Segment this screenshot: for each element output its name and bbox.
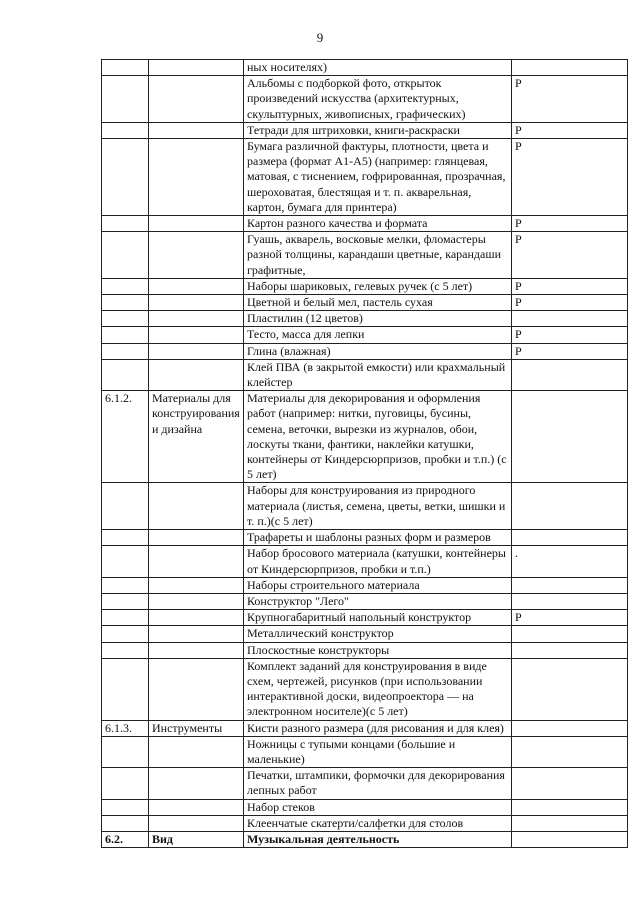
row-category	[149, 327, 244, 343]
row-number	[102, 530, 149, 546]
row-item: Цветной и белый мел, пастель сухая	[244, 295, 512, 311]
table-row	[102, 76, 628, 123]
row-number: 6.2.	[102, 831, 149, 847]
row-mark	[512, 768, 628, 799]
row-mark: Р	[512, 343, 628, 359]
row-category	[149, 546, 244, 577]
row-number	[102, 278, 149, 294]
row-item: Бумага различной фактуры, плотности, цвета и размера (формат А1-А5) (например: глянцевая, матовая, с тиснением, гофрированная, прозрачная, шероховатая, блестящая и т. п. акварельная, картон, бумага для принтера)	[244, 139, 512, 216]
row-mark: Р	[512, 76, 628, 123]
table-row	[102, 577, 628, 593]
row-item: Альбомы с подборкой фото, открыток произведений искусства (архитектурных, скульптурных, живописных, графических)	[244, 76, 512, 123]
table-row	[102, 626, 628, 642]
row-mark	[512, 720, 628, 736]
row-category	[149, 815, 244, 831]
row-number	[102, 139, 149, 216]
row-category: Вид	[149, 831, 244, 847]
row-category	[149, 122, 244, 138]
row-category	[149, 610, 244, 626]
row-mark: Р	[512, 122, 628, 138]
row-number	[102, 76, 149, 123]
equipment-table	[101, 59, 628, 848]
row-item: ных носителях)	[244, 60, 512, 76]
table-row	[102, 658, 628, 720]
row-category	[149, 295, 244, 311]
row-number	[102, 359, 149, 390]
table-row	[102, 232, 628, 279]
row-mark	[512, 483, 628, 530]
row-item: Музыкальная деятельность	[244, 831, 512, 847]
table-row	[102, 815, 628, 831]
row-item: Картон разного качества и формата	[244, 216, 512, 232]
row-mark: .	[512, 546, 628, 577]
row-number	[102, 60, 149, 76]
row-item: Тесто, масса для лепки	[244, 327, 512, 343]
table-row	[102, 736, 628, 767]
row-mark	[512, 736, 628, 767]
row-item: Наборы шариковых, гелевых ручек (с 5 лет)	[244, 278, 512, 294]
row-item: Тетради для штриховки, книги-раскраски	[244, 122, 512, 138]
row-category	[149, 232, 244, 279]
row-category	[149, 593, 244, 609]
row-number	[102, 626, 149, 642]
row-item: Материалы для декорирования и оформления работ (например: нитки, пуговицы, бусины, семена, веточки, вырезки из журналов, обои, лоскуты ткани, фантики, наклейки катушки, контейнеры от Киндерсюрпризов, пробки и т.п.) (с 5 лет)	[244, 391, 512, 483]
row-category	[149, 76, 244, 123]
row-item: Металлический конструктор	[244, 626, 512, 642]
table-row	[102, 139, 628, 216]
row-category	[149, 343, 244, 359]
row-item: Печатки, штампики, формочки для декорирования лепных работ	[244, 768, 512, 799]
row-mark	[512, 626, 628, 642]
row-number	[102, 122, 149, 138]
row-category	[149, 642, 244, 658]
row-category	[149, 278, 244, 294]
row-number	[102, 658, 149, 720]
row-mark	[512, 642, 628, 658]
row-item: Клеенчатые скатерти/салфетки для столов	[244, 815, 512, 831]
table-row	[102, 60, 628, 76]
row-number	[102, 546, 149, 577]
row-category	[149, 311, 244, 327]
row-mark: Р	[512, 610, 628, 626]
row-number	[102, 610, 149, 626]
row-category: Материалы для конструирования и дизайна	[149, 391, 244, 483]
row-item: Набор стеков	[244, 799, 512, 815]
row-mark	[512, 658, 628, 720]
row-item: Клей ПВА (в закрытой емкости) или крахмальный клейстер	[244, 359, 512, 390]
table-row	[102, 593, 628, 609]
row-item: Гуашь, акварель, восковые мелки, фломастеры разной толщины, карандаши цветные, карандаши графитные,	[244, 232, 512, 279]
row-number	[102, 799, 149, 815]
row-item: Наборы строительного материала	[244, 577, 512, 593]
row-category	[149, 799, 244, 815]
table-row	[102, 799, 628, 815]
row-number: 6.1.3.	[102, 720, 149, 736]
section-header-row	[102, 831, 628, 847]
row-number	[102, 577, 149, 593]
row-category	[149, 626, 244, 642]
row-number	[102, 295, 149, 311]
row-category	[149, 359, 244, 390]
row-category	[149, 530, 244, 546]
row-item: Конструктор "Лего"	[244, 593, 512, 609]
row-category	[149, 768, 244, 799]
row-mark: Р	[512, 216, 628, 232]
table-row	[102, 359, 628, 390]
row-mark: Р	[512, 327, 628, 343]
row-mark: Р	[512, 278, 628, 294]
row-item: Пластилин (12 цветов)	[244, 311, 512, 327]
row-item: Ножницы с тупыми концами (большие и маленькие)	[244, 736, 512, 767]
table-row	[102, 642, 628, 658]
row-mark	[512, 815, 628, 831]
table-row	[102, 343, 628, 359]
row-category	[149, 577, 244, 593]
row-number: 6.1.2.	[102, 391, 149, 483]
table-row	[102, 216, 628, 232]
table-row	[102, 610, 628, 626]
row-number	[102, 483, 149, 530]
row-category	[149, 216, 244, 232]
row-mark	[512, 530, 628, 546]
row-item: Плоскостные конструкторы	[244, 642, 512, 658]
row-item: Глина (влажная)	[244, 343, 512, 359]
row-mark	[512, 577, 628, 593]
table-row	[102, 530, 628, 546]
row-category	[149, 736, 244, 767]
row-number	[102, 327, 149, 343]
row-number	[102, 736, 149, 767]
row-number	[102, 216, 149, 232]
row-item: Комплект заданий для конструирования в виде схем, чертежей, рисунков (при использовании интерактивной доски, видеопроектора — на электронном носителе)(с 5 лет)	[244, 658, 512, 720]
table-row	[102, 768, 628, 799]
row-item: Крупногабаритный напольный конструктор	[244, 610, 512, 626]
table-row	[102, 546, 628, 577]
row-number	[102, 815, 149, 831]
row-mark	[512, 799, 628, 815]
table-row	[102, 483, 628, 530]
row-mark: Р	[512, 139, 628, 216]
row-item: Наборы для конструирования из природного материала (листья, семена, цветы, ветки, шишки и т. п.)(с 5 лет)	[244, 483, 512, 530]
row-item: Набор бросового материала (катушки, контейнеры от Киндерсюрпризов, пробки и т.п.)	[244, 546, 512, 577]
row-item: Кисти разного размера (для рисования и для клея)	[244, 720, 512, 736]
row-mark	[512, 60, 628, 76]
table-row	[102, 295, 628, 311]
row-number	[102, 343, 149, 359]
row-mark	[512, 311, 628, 327]
table-row	[102, 327, 628, 343]
row-mark	[512, 593, 628, 609]
row-mark	[512, 359, 628, 390]
row-item: Трафареты и шаблоны разных форм и размеров	[244, 530, 512, 546]
row-number	[102, 642, 149, 658]
row-category	[149, 658, 244, 720]
row-mark: Р	[512, 295, 628, 311]
row-category	[149, 139, 244, 216]
row-number	[102, 232, 149, 279]
row-category	[149, 60, 244, 76]
row-mark	[512, 831, 628, 847]
table-row	[102, 720, 628, 736]
row-number	[102, 768, 149, 799]
table-row	[102, 391, 628, 483]
table-row	[102, 278, 628, 294]
page-number: 9	[316, 30, 324, 45]
row-mark	[512, 391, 628, 483]
row-number	[102, 311, 149, 327]
row-mark: Р	[512, 232, 628, 279]
row-category	[149, 483, 244, 530]
row-number	[102, 593, 149, 609]
row-category: Инструменты	[149, 720, 244, 736]
table-row	[102, 122, 628, 138]
table-row	[102, 311, 628, 327]
